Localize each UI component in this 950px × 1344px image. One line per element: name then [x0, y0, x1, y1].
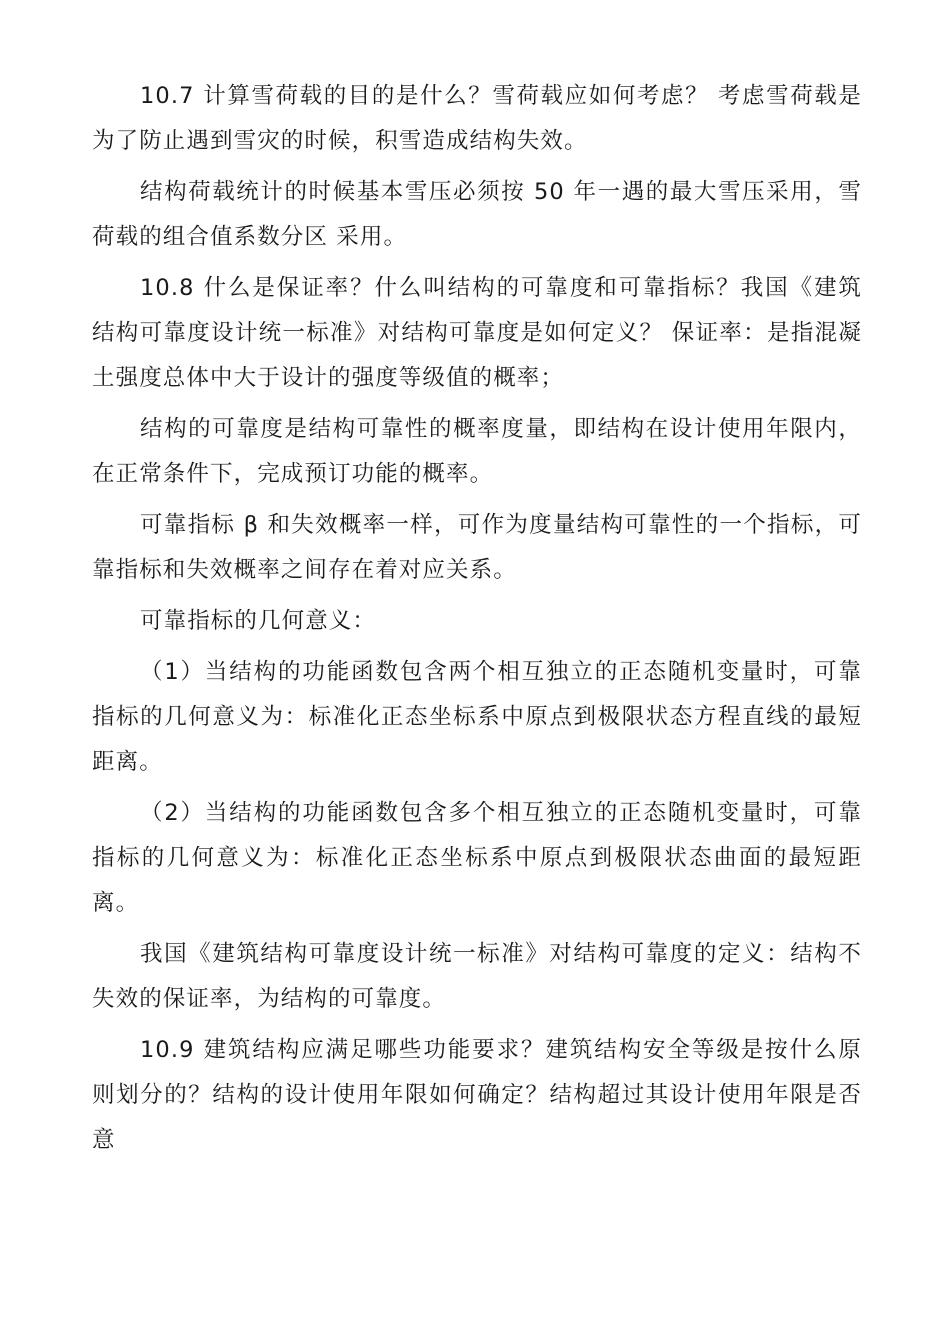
- paragraph-geometric-meaning-1: （1）当结构的功能函数包含两个相互独立的正态随机变量时，可靠指标的几何意义为：标准化正态坐标系中原点到极限状态方程直线的最短距离。: [92, 659, 862, 775]
- paragraph-reliability-index: 可靠指标 β 和失效概率一样，可作为度量结构可靠性的一个指标，可靠指标和失效概率之间存在着对应关系。: [92, 512, 862, 583]
- paragraph-geometric-meaning-2: （2）当结构的功能函数包含多个相互独立的正态随机变量时，可靠指标的几何意义为：标准化正态坐标系中原点到极限状态曲面的最短距离。: [92, 800, 862, 916]
- paragraph-reliability-definition: 结构的可靠度是结构可靠性的概率度量，即结构在设计使用年限内，在正常条件下，完成预订功能的概率。: [92, 416, 862, 487]
- paragraph-10-9-question: 10.9 建筑结构应满足哪些功能要求？建筑结构安全等级是按什么原则划分的？结构的设计使用年限如何确定？结构超过其设计使用年限是否意: [92, 1037, 862, 1153]
- paragraph-geometric-meaning-heading: 可靠指标的几何意义：: [140, 608, 377, 634]
- paragraph-10-7-question: 10.7 计算雪荷载的目的是什么？雪荷载应如何考虑？ 考虑雪荷载是为了防止遇到雪灾的时候，积雪造成结构失效。: [92, 83, 862, 154]
- paragraph-snow-pressure: 结构荷载统计的时候基本雪压必须按 50 年一遇的最大雪压采用，雪荷载的组合值系数分区 采用。: [92, 179, 862, 250]
- document-page: [92, 74, 862, 1169]
- paragraph-10-8-question: 10.8 什么是保证率？什么叫结构的可靠度和可靠指标？我国《建筑结构可靠度设计统一标准》对结构可靠度是如何定义？ 保证率：是指混凝土强度总体中大于设计的强度等级值的概率；: [92, 275, 862, 391]
- paragraph-standard-definition: 我国《建筑结构可靠度设计统一标准》对结构可靠度的定义：结构不失效的保证率，为结构的可靠度。: [92, 941, 862, 1012]
